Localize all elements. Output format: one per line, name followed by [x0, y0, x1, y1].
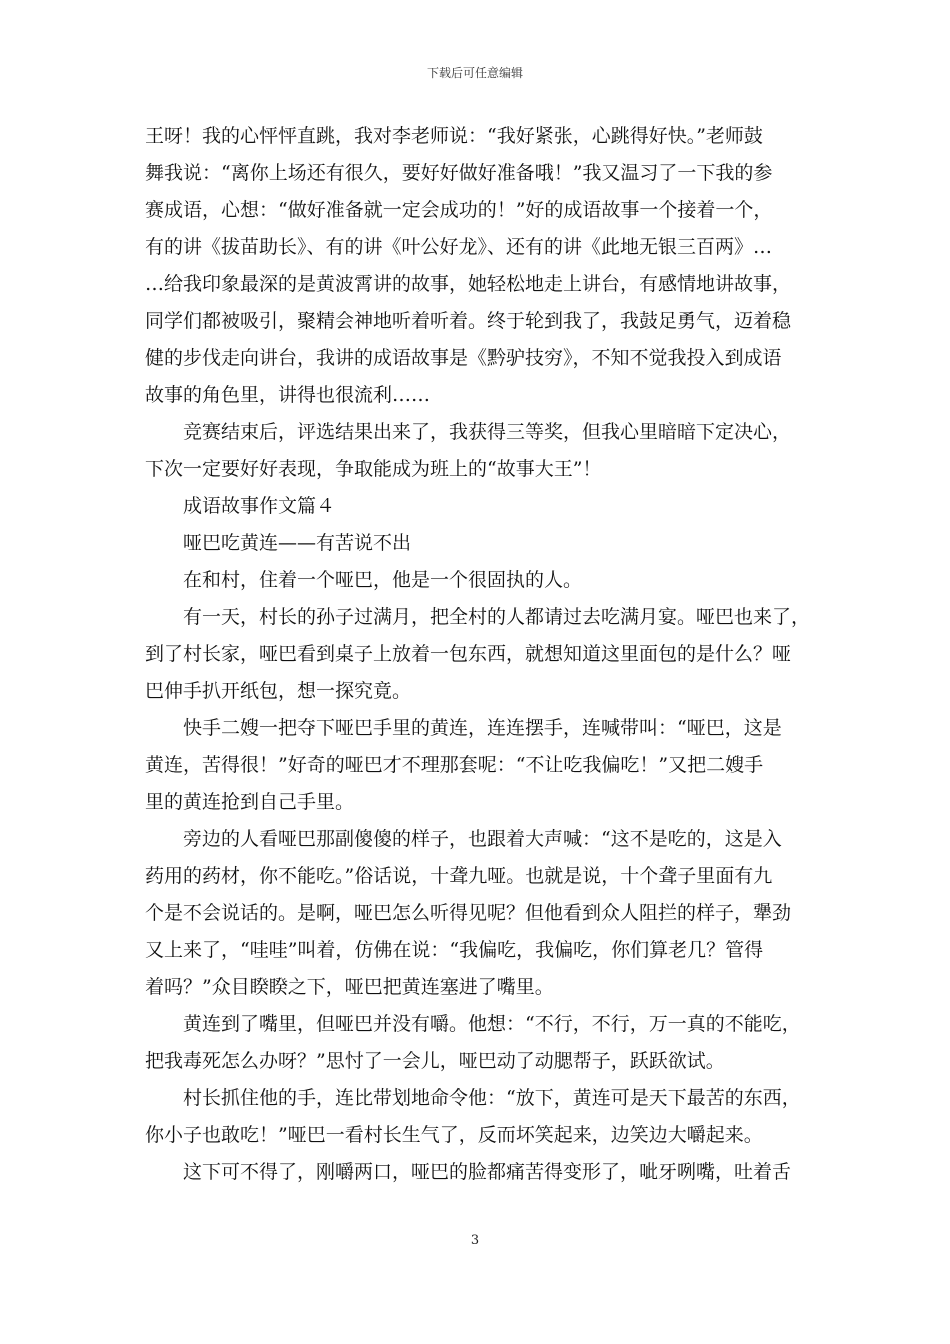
text-line-23: 又上来了，“哇哇”叫着，仿佛在说：“我偏吃，我偏吃，你们算老几？管得 [145, 939, 764, 961]
text-line-18: 黄连，苦得很！”好奇的哑巴才不理那套呢：“不让吃我偏吃！”又把二嫂手 [145, 754, 764, 776]
text-line-1: 王呀！我的心怦怦直跳，我对李老师说：“我好紧张，心跳得好快。”老师鼓 [145, 125, 763, 147]
text-line-10: 下次一定要好好表现，争取能成为班上的“故事大王”！ [145, 458, 602, 480]
text-line-24: 着吗？”众目睽睽之下，哑巴把黄连塞进了嘴里。 [145, 976, 554, 998]
section-heading: 成语故事作文篇４ [183, 495, 336, 517]
text-line-2: 舞我说：“离你上场还有很久，要好好做好准备哦！”我又温习了一下我的参 [145, 162, 773, 184]
text-line-22: 个是不会说话的。是啊，哑巴怎么听得见呢？但他看到众人阻拦的样子，犟劲 [145, 902, 792, 924]
text-line-21: 药用的药材，你不能吃。”俗话说，十聋九哑。也就是说，十个聋子里面有九 [145, 865, 773, 887]
text-line-4: 有的讲《拔苗助长》、有的讲《叶公好龙》、还有的讲《此地无银三百两》… [145, 236, 773, 258]
text-line-3: 赛成语，心想：“做好准备就一定会成功的！”好的成语故事一个接着一个， [145, 199, 773, 221]
text-line-7: 健的步伐走向讲台，我讲的成语故事是《黔驴技穷》，不知不觉我投入到成语 [145, 347, 782, 369]
text-line-6: 同学们都被吸引，聚精会神地听着听着。终于轮到我了，我鼓足勇气，迈着稳 [145, 310, 792, 332]
page-number: 3 [470, 1233, 480, 1248]
text-line-29: 这下可不得了，刚嚼两口，哑巴的脸都痛苦得变形了，呲牙咧嘴，吐着舌 [183, 1161, 792, 1183]
page-header: 下载后可任意编辑 [426, 66, 523, 80]
text-line-14: 有一天，村长的孙子过满月，把全村的人都请过去吃满月宴。哑巴也来了， [183, 606, 811, 628]
text-line-9: 竞赛结束后，评选结果出来了，我获得三等奖，但我心里暗暗下定决心， [183, 421, 792, 443]
text-line-27: 村长抓住他的手，连比带划地命令他：“放下，黄连可是天下最苦的东西， [183, 1087, 801, 1109]
text-line-16: 巴伸手扒开纸包，想一探究竟。 [145, 680, 412, 702]
document-body [145, 118, 815, 1191]
text-line-26: 把我毒死怎么办呀？”思忖了一会儿，哑巴动了动腮帮子，跃跃欲试。 [145, 1050, 725, 1072]
text-line-17: 快手二嫂一把夺下哑巴手里的黄连，连连摆手，连喊带叫：“哑巴，这是 [183, 717, 782, 739]
text-line-25: 黄连到了嘴里，但哑巴并没有嚼。他想：“不行，不行，万一真的不能吃， [183, 1013, 801, 1035]
story-title: 哑巴吃黄连——有苦说不出 [183, 532, 412, 554]
text-line-13: 在和村，住着一个哑巴，他是一个很固执的人。 [183, 569, 583, 591]
text-line-28: 你小子也敢吃！”哑巴一看村长生气了，反而坏笑起来，边笑边大嚼起来。 [145, 1124, 763, 1146]
text-line-19: 里的黄连抢到自己手里。 [145, 791, 355, 813]
text-line-15: 到了村长家，哑巴看到桌子上放着一包东西，就想知道这里面包的是什么？哑 [145, 643, 792, 665]
text-line-5: …给我印象最深的是黄波霄讲的故事，她轻松地走上讲台，有感情地讲故事， [145, 273, 792, 295]
text-line-20: 旁边的人看哑巴那副傻傻的样子，也跟着大声喊：“这不是吃的，这是入 [183, 828, 782, 850]
text-line-8: 故事的角色里，讲得也很流利…… [145, 384, 431, 406]
